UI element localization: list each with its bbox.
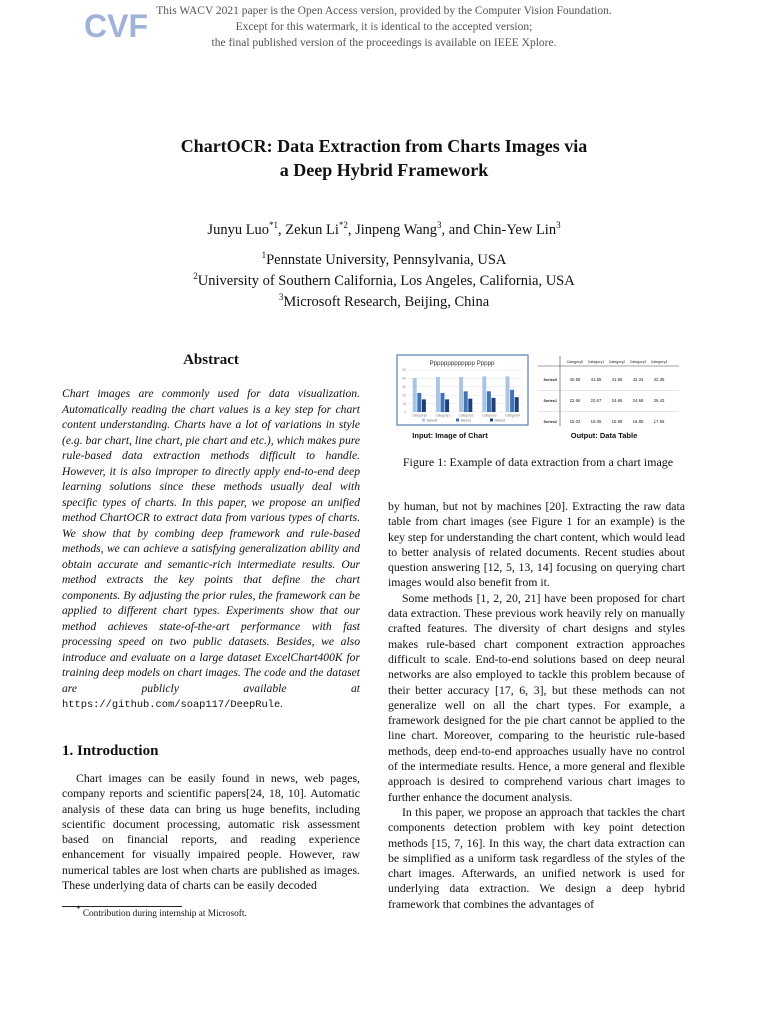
y-tick-label: 10 [402,401,406,406]
chart-title: Ppppppppppppp Ppppp [429,360,495,367]
figure-1 [396,354,680,444]
y-tick-label: 30 [402,385,406,389]
table-column-header: Category2 [608,360,626,364]
table-column-header: Category3 [629,360,647,364]
bar [459,377,463,412]
body-paragraph: Some methods [1, 2, 20, 21] have been proposed for chart data extraction. These previous work heavily rely on manually crafted features. The diversity of chart designs and styles makes rule-based chart component extraction approaches difficult to scale. End-to-end solutions based on deep neural networks are also employed to tackle this problem because of their better accuracy [17, 6, 3], but these methods can not generalize well on all the chart types. For example, a framework designed for the pie chart cannot be applied to the line chart. Moreover, comparing to the heuristic rule-based methods, deep end-to-end approaches usually have no control of the intermediate results. Hence, a more general and flexible approach is desired to comprehend various chart images to further enhance the document analysis. [388,590,685,804]
x-tick-label: Category4 [505,413,520,418]
bar [445,399,449,412]
author-sup: *2 [338,220,348,231]
bar [417,393,421,412]
table-cell: 41.55 [590,377,602,382]
y-tick-label: 50 [402,368,406,373]
table-cell: 40.58 [569,377,581,382]
bar [487,391,491,412]
input-label: Input: Image of Chart [412,431,488,440]
right-column [388,499,685,912]
watermark-line: Except for this watermark, it is identical to the accepted version; [235,21,533,33]
author-sup: 3 [556,220,561,231]
body-paragraph: In this paper, we propose an approach that tackles the chart components detection problem with key point detection methods [15, 7, 16]. In this way, the chart data extraction can be simplified as a uniform task regardless of the styles of the chart images. Afterwards, an unified network is used for underlying data extraction. We design a deep hybrid framework that combines the advantages of [388,804,685,911]
author-name: Junyu Luo [207,222,270,238]
abstract-end: . [280,697,284,710]
watermark-notice [0,3,768,51]
watermark-line: the final published version of the proceedings is available on IEEE Xplore. [211,37,557,49]
footnote [76,904,247,920]
bar [413,378,417,412]
author-name: Zekun Li [285,222,339,238]
bar [436,377,440,412]
bar [515,397,519,412]
y-tick-label: 40 [402,376,406,381]
body-paragraph: by human, but not by machines [20]. Extracting the raw data table from chart images (see Figure 1 for an example) is the key step for understanding the chart content, which would lead to better analysis of related documents. Recent studies about question answering [12, 5, 13, 14] focusing on querying chart images would also benefit from it. [388,499,685,590]
affiliations [0,250,768,313]
x-tick-label: Category2 [458,413,474,418]
legend-label: Series1 [460,418,472,423]
table-cell: 22.66 [569,398,581,403]
x-tick-label: Category1 [435,413,451,418]
affiliation [0,250,768,271]
output-label: Output: Data Table [570,431,638,440]
table-column-header: Category1 [587,360,605,364]
abstract-heading: Abstract [183,352,239,368]
table-cell: 42.35 [653,377,665,382]
author-name: Jinpeng Wang [355,222,438,238]
bar [468,399,472,412]
affiliation-sup: 3 [278,292,284,303]
bar [506,376,510,412]
watermark-line: This WACV 2021 paper is the Open Access version, provided by the Computer Vision Foundation. [156,5,612,17]
table-cell: 22.67 [590,398,602,403]
y-tick-label: 20 [402,393,406,398]
x-tick-label: Category3 [481,413,497,418]
title-line: a Deep Hybrid Framework [279,160,489,180]
paper-title [0,134,768,182]
affiliation [0,292,768,313]
affiliation [0,271,768,292]
footnote-mark: * [76,904,81,914]
abstract-body [62,386,360,714]
table-cell: 41.56 [611,377,623,382]
bar [510,390,514,412]
table-cell: 42.34 [632,377,644,382]
legend-swatch [456,419,459,422]
title-line: ChartOCR: Data Extraction from Charts Images via [180,136,588,156]
bar [441,393,445,412]
x-tick-label: Category0 [412,413,427,418]
affiliation-text: Microsoft Research, Beijing, China [283,294,490,310]
legend-label: Series2 [494,418,506,423]
code-link[interactable]: https://github.com/soap117/DeepRule [62,699,281,711]
table-cell: 24.68 [632,398,644,403]
table-cell: 15.05 [590,419,602,424]
author-name: Chin-Yew Lin [473,222,557,238]
table-row-header: Series2 [543,420,557,424]
affiliation-text: University of Southern California, Los Angeles, California, USA [197,273,575,289]
y-tick-label: 0 [404,410,406,415]
table-column-header: Category4 [650,360,668,364]
affiliation-text: Pennstate University, Pennsylvania, USA [266,252,507,268]
author-sup: *1 [269,220,279,231]
table-cell: 17.66 [653,419,665,424]
legend-swatch [490,419,493,422]
abstract-text: Chart images are commonly used for data visualization. Automatically reading the chart values is a key step for chart content understanding. Charts have a lot of variations in style (e.g. bar chart, line chart, pie chart and etc.), which makes pure rule-based data extraction methods difficult to handle. However, it is also improper to directly apply end-to-end deep learning solutions since these methods usually deal with specific types of charts. In this paper, we propose an unified method ChartOCR to extract data from various types of charts. We show that by combing deep framework and rule-based methods, we can achieve a satisfying generalization ability and obtain accurate and semantic-rich intermediate results. Our method extracts the key points that define the chart components. By adjusting the prior rules, the framework can be applied to different chart types. Experiments show that our method achieves state-of-the-art performance with fast processing speed on two public datasets. Besides, we also introduce and evaluate on a large dataset ExcelChart400K for training deep models on chart images. The code and the dataset are publicly available at [62,387,360,695]
legend-label: Series0 [426,418,438,423]
table-cell: 15.88 [611,419,623,424]
table-cell: 16.85 [632,419,644,424]
table-column-header: Category0 [566,360,584,364]
table-cell: 24.66 [611,398,623,403]
legend-swatch [422,419,425,422]
table-cell: 26.43 [653,398,665,403]
bar [422,399,426,412]
author-sup: 3 [437,220,442,231]
bar [464,391,468,412]
footnote-text: Contribution during internship at Microsoft. [82,909,247,920]
table-row-header: Series1 [543,399,557,403]
table-row-header: Series0 [543,378,557,382]
figure-caption: Figure 1: Example of data extraction from a chart image [402,455,674,469]
table-cell: 15.02 [569,419,581,424]
bar [482,376,486,412]
bar [492,398,496,412]
affiliation-sup: 1 [261,250,267,261]
intro-paragraph: Chart images can be easily found in news, web pages, company reports and scientific papers[24, 18, 10]. Automatic analysis of these data can bring us huge benefits, including scientific document processing, automatic risk assessment based on financial reports, and reading experience enhancement for visually impaired people. However, raw numerical tables are lost when charts are published as images. These underlying data of charts can be easily decoded [62,771,360,893]
intro-heading: 1. Introduction [62,743,159,759]
author-list: Junyu Luo$^{*1}$, Zekun Li$^{*2}$, Jinpeng Wang$^3$, and Chin-Yew Lin$^3$ [207,220,561,238]
affiliation-sup: 2 [193,271,198,282]
cvf-logo-text: CVF [84,8,148,44]
